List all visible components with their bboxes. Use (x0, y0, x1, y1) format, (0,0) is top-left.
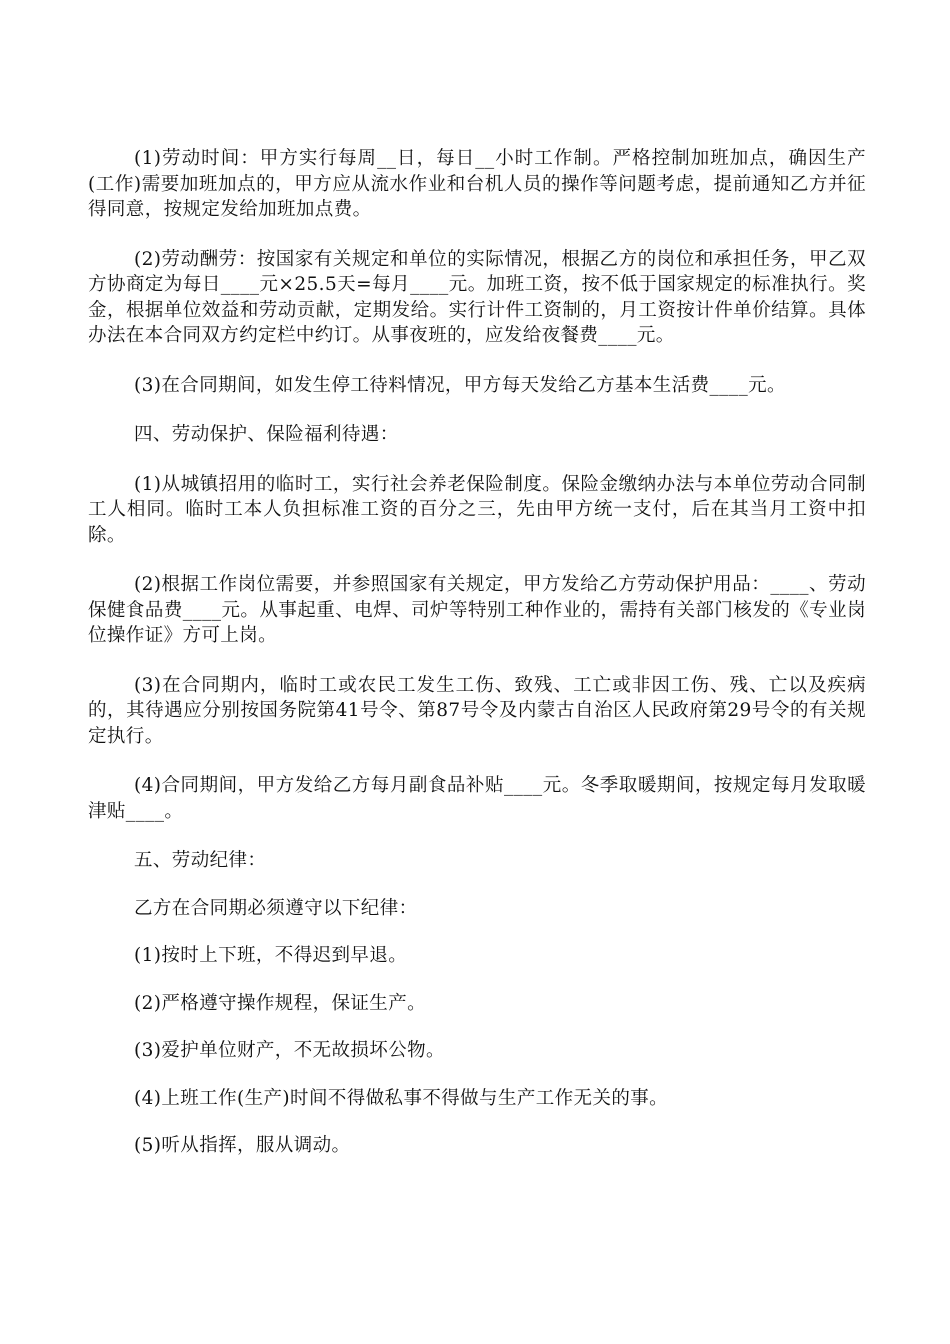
list-item-obey-commands: (5)听从指挥，服从调动。 (134, 1135, 351, 1156)
paragraph-remuneration: (2)劳动酬劳：按国家有关规定和单位的实际情况，根据乙方的岗位和承担任务，甲乙双方协商定为每日____元×25.5天=每月____元。加班工资，按不低于国家规定的标准执行。奖金，根据单位效益和劳动贡献，定期发给。实行计件工资制的，月工资按计件单价结算。具体办法在本合同双方约定栏中约订。从事夜班的，应发给夜餐费____元。 (88, 248, 866, 346)
paragraph-pension-insurance: (1)从城镇招用的临时工，实行社会养老保险制度。保险金缴纳办法与本单位劳动合同制工人相同。临时工本人负担标准工资的百分之三，先由甲方统一支付，后在其当月工资中扣除。 (88, 473, 866, 546)
section-heading-labor-protection: 四、劳动保护、保险福利待遇： (134, 424, 399, 445)
section-heading-labor-discipline: 五、劳动纪律： (134, 850, 267, 871)
list-item-punctuality: (1)按时上下班，不得迟到早退。 (134, 945, 408, 966)
paragraph-food-subsidy: (4)合同期间，甲方发给乙方每月副食品补贴____元。冬季取暖期间，按规定每月发取暖津贴____。 (88, 775, 866, 822)
paragraph-injury-treatment: (3)在合同期内，临时工或农民工发生工伤、致残、工亡或非因工伤、残、亡以及疾病的，其待遇应分别按国务院第41号令、第87号令及内蒙古自治区人民政府第29号令的有关规定执行。 (88, 674, 866, 747)
document-body (88, 146, 866, 1181)
list-item-operating-rules: (2)严格遵守操作规程，保证生产。 (134, 992, 427, 1014)
paragraph-work-stoppage: (3)在合同期间，如发生停工待料情况，甲方每天发给乙方基本生活费____元。 (134, 374, 786, 396)
paragraph-work-hours: (1)劳动时间：甲方实行每周__日，每日__小时工作制。严格控制加班加点，确因生产(工作)需要加班加点的，甲方应从流水作业和台机人员的操作等问题考虑，提前通知乙方并征得同意，按规定发给加班加点费。 (88, 148, 866, 220)
list-item-no-private-affairs: (4)上班工作(生产)时间不得做私事不得做与生产工作无关的事。 (134, 1087, 669, 1109)
list-item-protect-property: (3)爱护单位财产，不无故损坏公物。 (134, 1040, 445, 1061)
paragraph-discipline-intro: 乙方在合同期必须遵守以下纪律： (134, 897, 418, 919)
paragraph-protective-equipment: (2)根据工作岗位需要，并参照国家有关规定，甲方发给乙方劳动保护用品：____、劳动保健食品费____元。从事起重、电焊、司炉等特别工种作业的，需持有关部门核发的《专业岗位操作证》方可上岗。 (88, 574, 866, 646)
